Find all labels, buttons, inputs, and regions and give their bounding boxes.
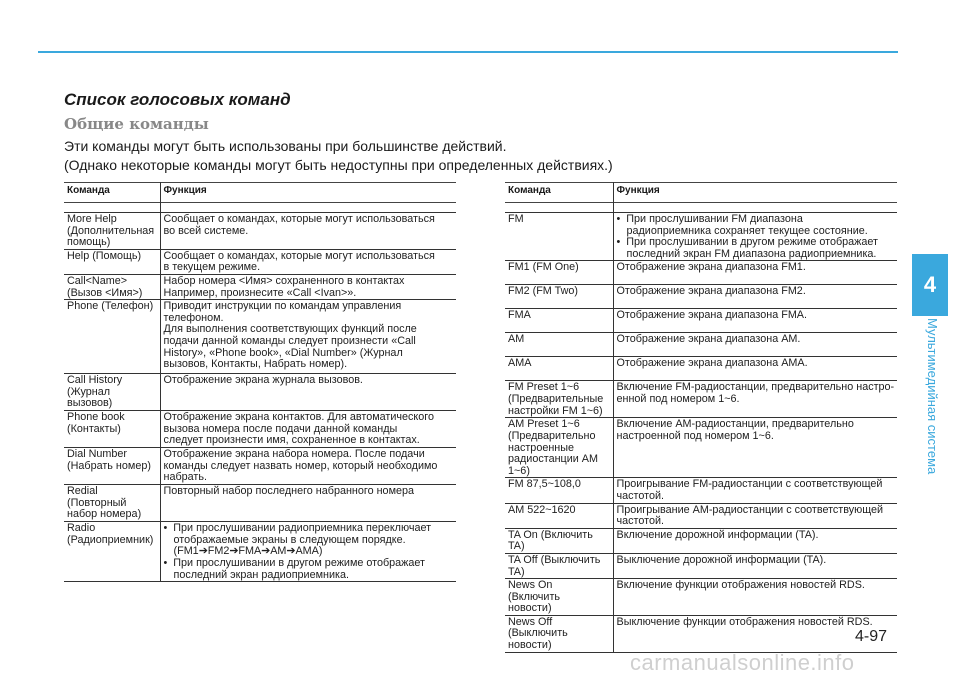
function-line: телефоном. — [163, 311, 224, 324]
command-line: (Журнал — [67, 385, 110, 398]
function-cell — [613, 528, 897, 553]
page-number: 4-97 — [855, 628, 888, 645]
function-line: подачи данной команды следует произнести «Call — [163, 334, 416, 347]
function-cell — [613, 381, 897, 418]
table-row — [505, 503, 897, 528]
table-row — [505, 478, 897, 503]
command-line: новости) — [508, 602, 552, 615]
command-line: (Выключить — [508, 627, 568, 640]
command-cell — [505, 261, 613, 285]
table-row — [64, 249, 456, 274]
command-line: настроенные — [508, 441, 575, 454]
function-line: частотой. — [616, 515, 664, 528]
command-line: (Набрать номер) — [67, 459, 151, 472]
bullet-item: • При прослушивании FM диапазона радиоприемника сохраняет текущее состояние. — [616, 213, 868, 237]
function-line: При прослушивании в другом режиме отображает — [626, 236, 878, 249]
function-line: Приводит инструкции по командам управления — [163, 300, 402, 313]
command-line: TA) — [508, 565, 525, 578]
function-line: При прослушивании радиоприемника переключает — [173, 522, 432, 535]
function-cell — [160, 300, 456, 374]
function-line: частотой. — [616, 489, 664, 502]
command-line: Dial Number — [67, 448, 127, 461]
command-cell — [505, 285, 613, 309]
function-cell — [160, 411, 456, 448]
function-cell — [613, 418, 897, 478]
command-cell — [505, 357, 613, 381]
bullet-item: • При прослушивании радиоприемника переключает отображаемые экраны в следующем порядке. (FM1➔FM2➔FMA➔AM➔AMA) — [163, 522, 432, 558]
command-line: Call History — [67, 374, 123, 387]
function-cell — [613, 285, 897, 309]
function-line: Проигрывание AM-радиостанции с соответствующей — [616, 503, 884, 516]
command-line: помощь) — [67, 236, 111, 249]
bullet-list — [164, 523, 456, 581]
function-cell — [613, 503, 897, 528]
function-line: Включение функции отображения новостей RDS. — [616, 579, 865, 592]
function-line: радиоприемника сохраняет текущее состояние. — [626, 224, 868, 237]
column-header-function: Функция — [160, 183, 456, 203]
column-header-command: Команда — [508, 185, 551, 196]
command-line: новости) — [508, 639, 552, 652]
function-line: Включение дорожной информации (TA). — [616, 528, 819, 541]
function-line: Включение AM-радиостанции, предварительно — [616, 418, 854, 431]
command-cell — [505, 528, 613, 553]
function-line: настроенной под номером 1~6. — [616, 429, 774, 442]
table-row — [505, 333, 897, 357]
command-line: Help (Помощь) — [67, 249, 142, 262]
table-row — [505, 213, 897, 261]
command-line: TA Off (Выключить — [508, 553, 601, 566]
command-cell — [64, 213, 160, 250]
command-line: FM — [508, 213, 524, 225]
table-row — [505, 418, 897, 478]
function-cell — [160, 274, 456, 299]
chapter-title: Мультимедийная система — [925, 318, 940, 475]
table-row — [64, 411, 456, 448]
table-row — [64, 448, 456, 485]
table-row — [505, 357, 897, 381]
function-line: Повторный набор последнего набранного номера — [163, 485, 415, 498]
function-line: вызовов, Контакты, Набрать номер). — [163, 358, 348, 371]
command-line: настройки FM 1~6) — [508, 404, 603, 417]
command-line: (Контакты) — [67, 422, 121, 435]
function-cell — [613, 309, 897, 333]
table-row — [64, 213, 456, 250]
table-row — [505, 528, 897, 553]
command-line: FM2 (FM Two) — [508, 285, 578, 298]
left-command-table — [64, 182, 456, 582]
command-line: Phone (Телефон) — [67, 300, 154, 313]
command-cell — [64, 249, 160, 274]
command-cell — [505, 333, 613, 357]
function-line: Отображение экрана диапазона AMA. — [616, 357, 808, 370]
table-row — [505, 309, 897, 333]
command-line: 1~6) — [508, 464, 530, 477]
table-row — [505, 553, 897, 578]
function-line: Проигрывание FM-радиостанции с соответствующей — [616, 478, 883, 491]
command-cell — [505, 615, 613, 652]
command-cell — [505, 503, 613, 528]
command-cell — [505, 213, 613, 261]
function-line: History», «Phone book», «Dial Number» (Журнал — [163, 346, 403, 359]
function-line: Отображение экрана диапазона AM. — [616, 333, 801, 346]
command-line: радиостанции AM — [508, 453, 598, 466]
function-cell — [160, 249, 456, 274]
command-line: AM 522~1620 — [508, 503, 576, 516]
table-row — [64, 274, 456, 299]
command-cell — [64, 374, 160, 411]
command-line: More Help — [67, 213, 117, 225]
function-line: (FM1➔FM2➔FMA➔AM➔AMA) — [173, 545, 323, 558]
function-cell — [160, 448, 456, 485]
command-line: FM 87,5~108,0 — [508, 478, 581, 491]
function-line: Выключение дорожной информации (TA). — [616, 553, 827, 566]
command-line: News On — [508, 579, 553, 592]
command-line: Redial — [67, 485, 98, 498]
intro-line-1: Эти команды могут быть использованы при большинстве действий. — [64, 138, 507, 154]
function-cell — [613, 213, 897, 261]
function-line: следует произнести имя, сохраненное в контактах. — [163, 434, 420, 447]
command-cell — [64, 485, 160, 522]
command-line: FM Preset 1~6 — [508, 381, 580, 394]
function-line: Например, произнесите «Call <Ivan>». — [163, 286, 357, 299]
command-line: (Вызов <Имя>) — [67, 286, 143, 299]
command-cell — [64, 300, 160, 374]
command-line: (Предварительные — [508, 392, 604, 405]
command-line: (Предварительно — [508, 429, 596, 442]
watermark: carmanualsonline.info — [630, 650, 855, 675]
function-line: Отображение экрана контактов. Для автоматического — [163, 411, 434, 424]
function-cell — [613, 579, 897, 616]
command-line: набор номера) — [67, 508, 142, 521]
function-cell — [613, 333, 897, 357]
bullet-list — [617, 214, 897, 260]
command-line: AM Preset 1~6 — [508, 418, 580, 431]
chapter-tab: 4 — [912, 254, 948, 316]
command-line: TA On (Включить — [508, 528, 593, 541]
function-cell — [613, 478, 897, 503]
bullet-item: • При прослушивании в другом режиме отображает последний экран FM диапазона радиоприемника. — [616, 236, 878, 260]
function-line: енной под номером 1~6. — [616, 392, 740, 405]
command-line: FMA — [508, 309, 531, 322]
function-line: во всей системе. — [163, 224, 249, 237]
subsection-title: Общие команды — [64, 115, 209, 133]
command-line: Phone book — [67, 411, 125, 424]
function-cell — [613, 357, 897, 381]
intro-line-2: (Однако некоторые команды могут быть недоступны при определенных действиях.) — [64, 157, 613, 173]
right-command-table — [505, 182, 897, 653]
table-row — [64, 485, 456, 522]
table-row — [64, 522, 456, 582]
function-line: в текущем режиме. — [163, 261, 261, 274]
command-line: AM — [508, 333, 525, 346]
top-rule — [38, 51, 898, 53]
command-line: (Включить — [508, 590, 561, 603]
function-line: Выключение функции отображения новостей RDS. — [616, 615, 873, 628]
function-line: последний экран FM диапазона радиоприемника. — [626, 247, 877, 260]
command-line: вызовов) — [67, 397, 113, 410]
function-line: Включение FM-радиостанции, предварительно настро- — [616, 381, 895, 394]
bullet-item: • При прослушивании в другом режиме отображает последний экран радиоприемника. — [163, 556, 425, 581]
table-row — [505, 615, 897, 652]
command-line: TA) — [508, 540, 525, 553]
function-line: При прослушивании в другом режиме отображает — [173, 556, 425, 569]
command-line: Call<Name> — [67, 274, 128, 287]
table-row — [64, 374, 456, 411]
function-cell — [160, 485, 456, 522]
function-line: Для выполнения соответствующих функций после — [163, 323, 417, 336]
function-cell — [160, 522, 456, 582]
command-line: News Off — [508, 615, 553, 628]
function-line: Отображение экрана диапазона FM1. — [616, 261, 806, 274]
function-cell — [160, 213, 456, 250]
function-line: Отображение экрана диапазона FM2. — [616, 285, 806, 298]
function-line: набрать. — [163, 471, 207, 484]
command-cell — [505, 309, 613, 333]
command-cell — [64, 522, 160, 582]
table-row — [505, 261, 897, 285]
command-cell — [64, 448, 160, 485]
command-line: Radio — [67, 522, 96, 535]
command-cell — [505, 553, 613, 578]
command-cell — [64, 411, 160, 448]
command-line: FM1 (FM One) — [508, 261, 579, 274]
function-line: Сообщает о командах, которые могут использоваться — [163, 249, 435, 262]
table-row — [505, 285, 897, 309]
function-line: вызова номера после подачи данной команды — [163, 422, 398, 435]
command-line: AMA — [508, 357, 532, 370]
column-header-command: Команда — [67, 185, 110, 196]
command-line: (Дополнительная — [67, 224, 155, 237]
function-cell — [613, 553, 897, 578]
command-cell — [505, 579, 613, 616]
command-cell — [505, 418, 613, 478]
function-line: Отображение экрана журнала вызовов. — [163, 374, 363, 387]
table-row — [64, 300, 456, 374]
function-line: последний экран радиоприемника. — [173, 568, 349, 581]
column-header-function: Функция — [613, 183, 897, 203]
table-row — [505, 579, 897, 616]
command-cell — [505, 381, 613, 418]
command-cell — [505, 478, 613, 503]
function-cell — [160, 374, 456, 411]
function-line: команды следует назвать номер, который необходимо — [163, 459, 438, 472]
function-line: отображаемые экраны в следующем порядке. — [173, 533, 406, 546]
function-cell — [613, 261, 897, 285]
function-line: Набор номера <Имя> сохраненного в контактах — [163, 274, 405, 287]
command-line: (Радиоприемник) — [67, 533, 154, 546]
command-cell — [64, 274, 160, 299]
command-line: (Повторный — [67, 496, 127, 509]
function-line: Сообщает о командах, которые могут использоваться — [163, 213, 435, 225]
function-line: Отображение экрана набора номера. После подачи — [163, 448, 425, 461]
function-line: Отображение экрана диапазона FMA. — [616, 309, 808, 322]
function-line: При прослушивании FM диапазона — [626, 213, 803, 225]
section-title: Список голосовых команд — [64, 90, 291, 109]
table-row — [505, 381, 897, 418]
